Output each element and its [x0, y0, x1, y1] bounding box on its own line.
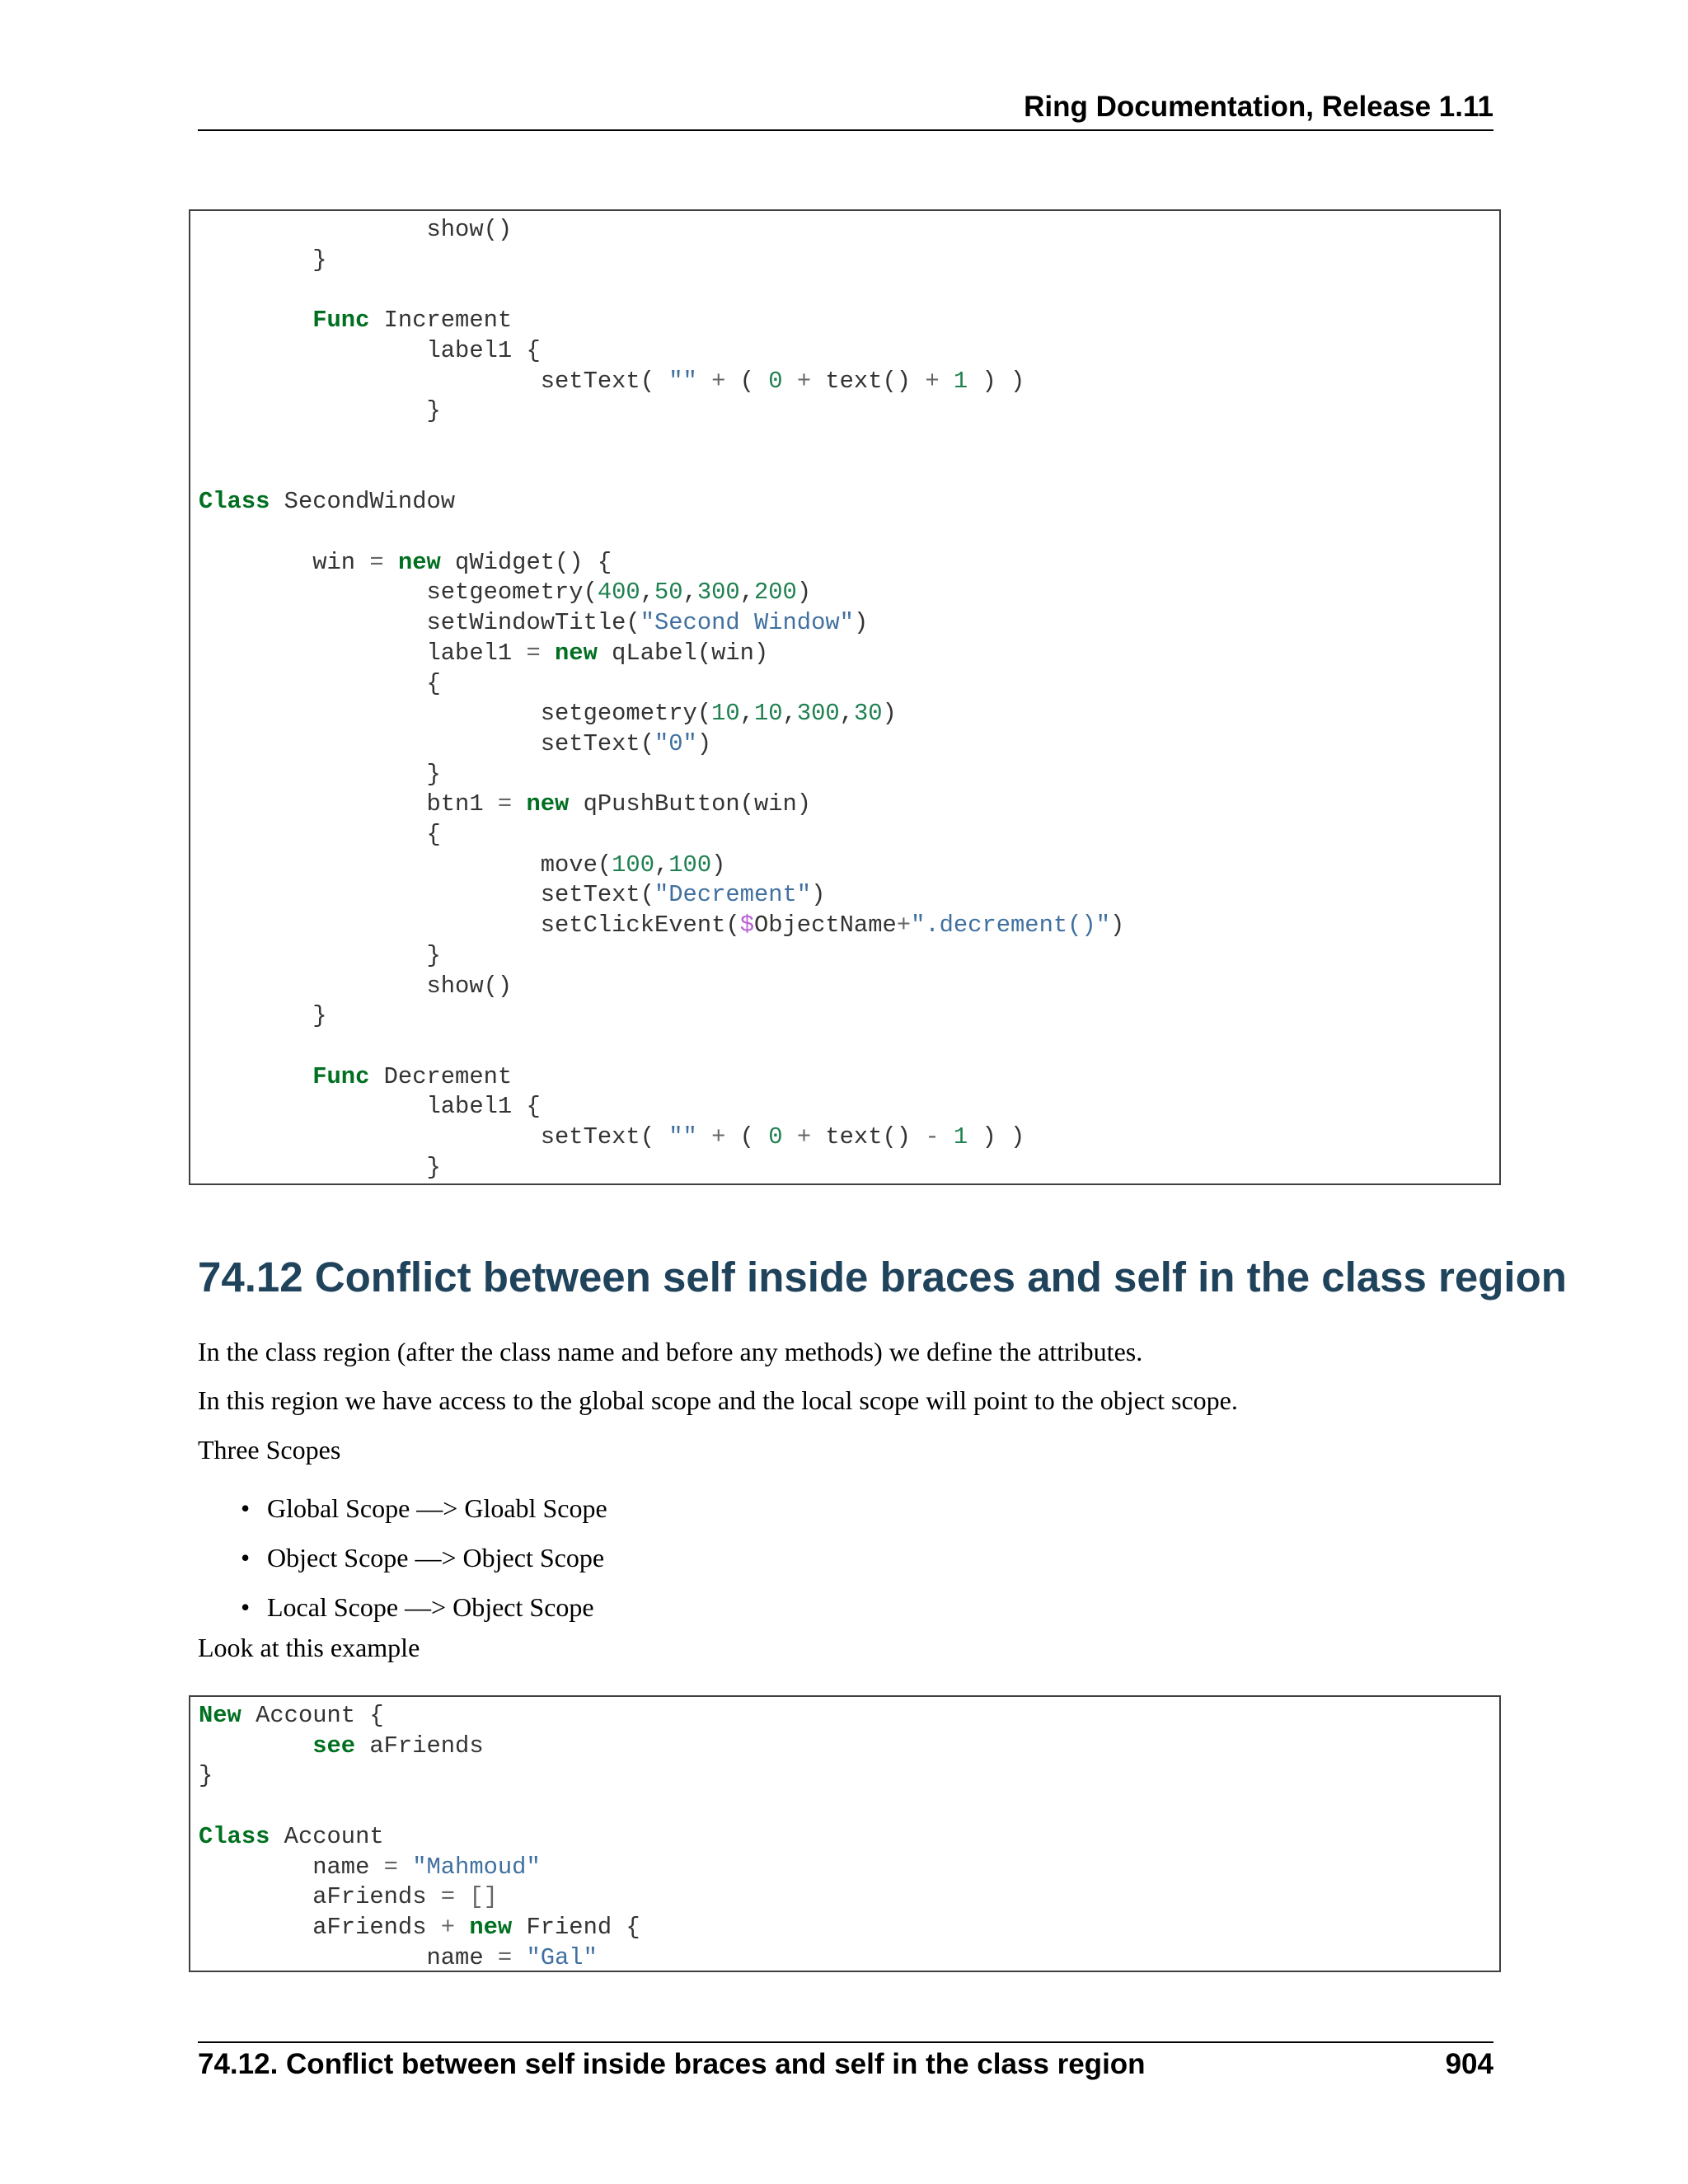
code-token: "" — [668, 1123, 697, 1151]
code-token: "Decrement" — [654, 881, 812, 909]
code-line — [199, 216, 512, 243]
code-token: qWidget() { — [440, 548, 612, 576]
code-token: } — [199, 1762, 213, 1790]
code-token: setText( — [199, 881, 654, 909]
code-token: move( — [199, 851, 612, 879]
code-token: new — [469, 1913, 513, 1941]
code-token — [512, 1944, 526, 1971]
code-token: 1 — [953, 1123, 968, 1151]
code-line — [199, 397, 441, 424]
bullet-icon: • — [241, 1543, 251, 1572]
code-line — [199, 307, 512, 334]
code-token: see — [312, 1732, 356, 1760]
code-line — [199, 337, 541, 364]
code-token: label1 { — [199, 336, 541, 364]
code-token — [199, 1063, 312, 1090]
code-token — [512, 790, 526, 818]
code-token: "Gal" — [526, 1943, 598, 1971]
code-token: } — [199, 941, 441, 969]
code-token: = — [526, 639, 541, 667]
paragraph-class-region: In the class region (after the class name and before any methods) we define the attributes. — [198, 1337, 1143, 1366]
code-line — [199, 851, 725, 879]
code-token: = — [383, 1853, 398, 1881]
code-token: New — [199, 1702, 241, 1729]
code-token: label1 { — [199, 1093, 541, 1121]
code-token: + — [925, 367, 940, 395]
code-block-account — [189, 1695, 1501, 1972]
code-token: aFriends — [199, 1913, 441, 1941]
code-token: , — [782, 700, 797, 728]
code-token: aFriends — [355, 1732, 484, 1760]
code-token: , — [739, 700, 754, 728]
code-line — [199, 912, 1124, 939]
code-token: ) — [853, 609, 869, 637]
code-token: SecondWindow — [270, 488, 456, 516]
list-item-text: Global Scope —> Gloabl Scope — [267, 1493, 607, 1523]
code-token — [697, 1123, 711, 1151]
code-line — [199, 1823, 384, 1850]
code-token: , — [739, 579, 754, 607]
code-token: Func — [312, 307, 370, 335]
code-line — [199, 700, 897, 727]
code-token: aFriends — [199, 1883, 441, 1911]
code-line — [199, 730, 711, 757]
code-line — [199, 1002, 327, 1029]
code-token: setText( — [199, 367, 669, 395]
code-token — [398, 1854, 412, 1881]
code-token: Friend { — [512, 1913, 640, 1941]
code-token: ) — [882, 700, 897, 728]
code-token — [783, 1123, 797, 1151]
code-line — [199, 1854, 541, 1881]
code-line — [199, 1944, 598, 1971]
code-token: ".decrement()" — [911, 912, 1110, 940]
code-line — [199, 761, 441, 788]
code-token — [199, 307, 312, 334]
code-token: name — [199, 1853, 384, 1881]
code-token: 10 — [711, 700, 740, 728]
header-rule — [198, 129, 1493, 131]
footer-rule — [198, 2041, 1493, 2043]
code-line — [199, 1883, 498, 1910]
code-token: } — [199, 760, 441, 788]
code-token: - — [925, 1123, 940, 1151]
code-line — [199, 609, 868, 636]
code-line — [199, 881, 825, 908]
code-token: + — [440, 1913, 456, 1941]
code-token: new — [526, 790, 570, 818]
code-listing — [190, 211, 1499, 1183]
code-token — [940, 1123, 954, 1151]
code-line — [199, 670, 441, 697]
code-token: Account { — [241, 1702, 384, 1729]
code-token: new — [397, 548, 441, 576]
paragraph-scope-access: In this region we have access to the global scope and the local scope will point to the object scope. — [198, 1385, 1238, 1415]
code-listing — [190, 1697, 1499, 1973]
code-line — [199, 549, 612, 576]
code-token: label1 — [199, 639, 527, 667]
code-line — [199, 1732, 484, 1760]
code-line — [199, 1063, 512, 1090]
code-token — [697, 368, 711, 395]
code-token: } — [199, 1153, 441, 1181]
code-token: } — [199, 397, 441, 425]
code-token: = — [440, 1883, 456, 1911]
code-token — [940, 368, 954, 395]
code-token: "Second Window" — [640, 609, 854, 637]
code-token: [] — [469, 1883, 498, 1911]
code-line — [199, 942, 441, 969]
code-token: qLabel(win) — [597, 639, 769, 667]
code-token: 0 — [768, 1123, 783, 1151]
code-token: setText( — [199, 1123, 669, 1151]
code-token — [199, 1732, 312, 1760]
code-token: = — [369, 548, 384, 576]
code-token: ObjectName — [753, 912, 897, 940]
code-token: setWindowTitle( — [199, 609, 640, 637]
code-token: 400 — [597, 579, 640, 607]
code-token: btn1 — [199, 790, 498, 818]
code-token: $ — [739, 912, 754, 940]
code-token: , — [682, 579, 697, 607]
bullet-icon: • — [241, 1592, 251, 1622]
code-token: setgeometry( — [199, 700, 712, 728]
code-token: "Mahmoud" — [412, 1853, 541, 1881]
code-token: show() — [199, 972, 513, 1000]
code-token — [455, 1883, 469, 1910]
code-token: ) — [796, 579, 812, 607]
code-token: text() — [811, 367, 926, 395]
code-line — [199, 790, 811, 818]
code-token: ) — [711, 851, 726, 879]
code-token: , — [640, 579, 654, 607]
code-token: Class — [199, 1822, 270, 1850]
code-token: 100 — [612, 851, 654, 879]
code-token: 0 — [768, 367, 783, 395]
code-token: + — [796, 367, 812, 395]
code-token: } — [199, 246, 327, 274]
code-line — [199, 1914, 640, 1941]
code-line — [199, 821, 441, 848]
code-line — [199, 368, 1025, 395]
code-token — [541, 640, 555, 667]
page-number: 904 — [1445, 2048, 1493, 2080]
code-block-second-window — [189, 209, 1501, 1185]
code-line — [199, 972, 512, 1000]
code-line — [199, 640, 768, 667]
code-token: setClickEvent( — [199, 912, 740, 940]
code-token — [384, 549, 398, 576]
code-token: show() — [199, 216, 513, 243]
code-line — [199, 1154, 441, 1181]
code-token: Func — [312, 1062, 370, 1090]
code-token: ( — [725, 367, 769, 395]
code-token: setText( — [199, 729, 654, 757]
code-token: "0" — [654, 729, 697, 757]
code-token: Increment — [369, 307, 513, 335]
list-item-text: Local Scope —> Object Scope — [267, 1592, 594, 1622]
code-line — [199, 1123, 1025, 1151]
code-line — [199, 488, 455, 515]
code-line — [199, 1762, 213, 1789]
section-heading: 74.12 Conflict between self inside braces and self in the class region — [198, 1254, 1567, 1301]
code-token: , — [839, 700, 854, 728]
code-token — [455, 1914, 469, 1941]
code-line — [199, 579, 811, 606]
code-token: { — [199, 821, 441, 849]
code-token: } — [199, 1002, 327, 1030]
paragraph-three-scopes: Three Scopes — [198, 1435, 341, 1465]
code-token: 300 — [796, 700, 840, 728]
list-item — [198, 1492, 607, 1541]
code-token: 50 — [654, 579, 683, 607]
code-token — [783, 368, 797, 395]
list-item — [198, 1541, 607, 1591]
code-token: ( — [725, 1123, 769, 1151]
code-token: name — [199, 1943, 498, 1971]
paragraph-example-intro: Look at this example — [198, 1633, 420, 1662]
code-line — [199, 1702, 384, 1729]
code-line — [199, 1093, 541, 1120]
code-token: qPushButton(win) — [569, 790, 812, 818]
code-token: Account — [270, 1822, 384, 1850]
code-token: + — [896, 912, 912, 940]
code-token: 30 — [853, 700, 883, 728]
code-token: "" — [668, 367, 697, 395]
code-token: ) — [696, 729, 712, 757]
list-item-text: Object Scope —> Object Scope — [267, 1543, 605, 1572]
code-line — [199, 246, 327, 274]
code-token: 1 — [953, 367, 968, 395]
code-token: Decrement — [369, 1062, 513, 1090]
code-token: new — [555, 639, 598, 667]
code-token: text() — [811, 1123, 926, 1151]
code-token: , — [654, 851, 669, 879]
code-token: 100 — [668, 851, 712, 879]
code-token: { — [199, 669, 441, 697]
code-token: ) ) — [968, 367, 1025, 395]
code-token: win — [199, 548, 370, 576]
code-token: = — [497, 790, 513, 818]
code-token: Class — [199, 488, 270, 516]
footer-section-title: 74.12. Conflict between self inside braces and self in the class region — [198, 2048, 1146, 2080]
code-token: = — [497, 1943, 513, 1971]
code-token: ) — [811, 881, 826, 909]
code-token: 10 — [753, 700, 783, 728]
code-token: 300 — [696, 579, 740, 607]
code-token: ) ) — [968, 1123, 1025, 1151]
code-token: + — [711, 367, 726, 395]
running-header: Ring Documentation, Release 1.11 — [1024, 91, 1493, 123]
bullet-icon: • — [241, 1493, 251, 1523]
code-token: setgeometry( — [199, 579, 598, 607]
scopes-list — [198, 1492, 607, 1640]
code-token: ) — [1110, 912, 1125, 940]
code-token: + — [711, 1123, 726, 1151]
code-token: + — [796, 1123, 812, 1151]
code-token: 200 — [753, 579, 797, 607]
